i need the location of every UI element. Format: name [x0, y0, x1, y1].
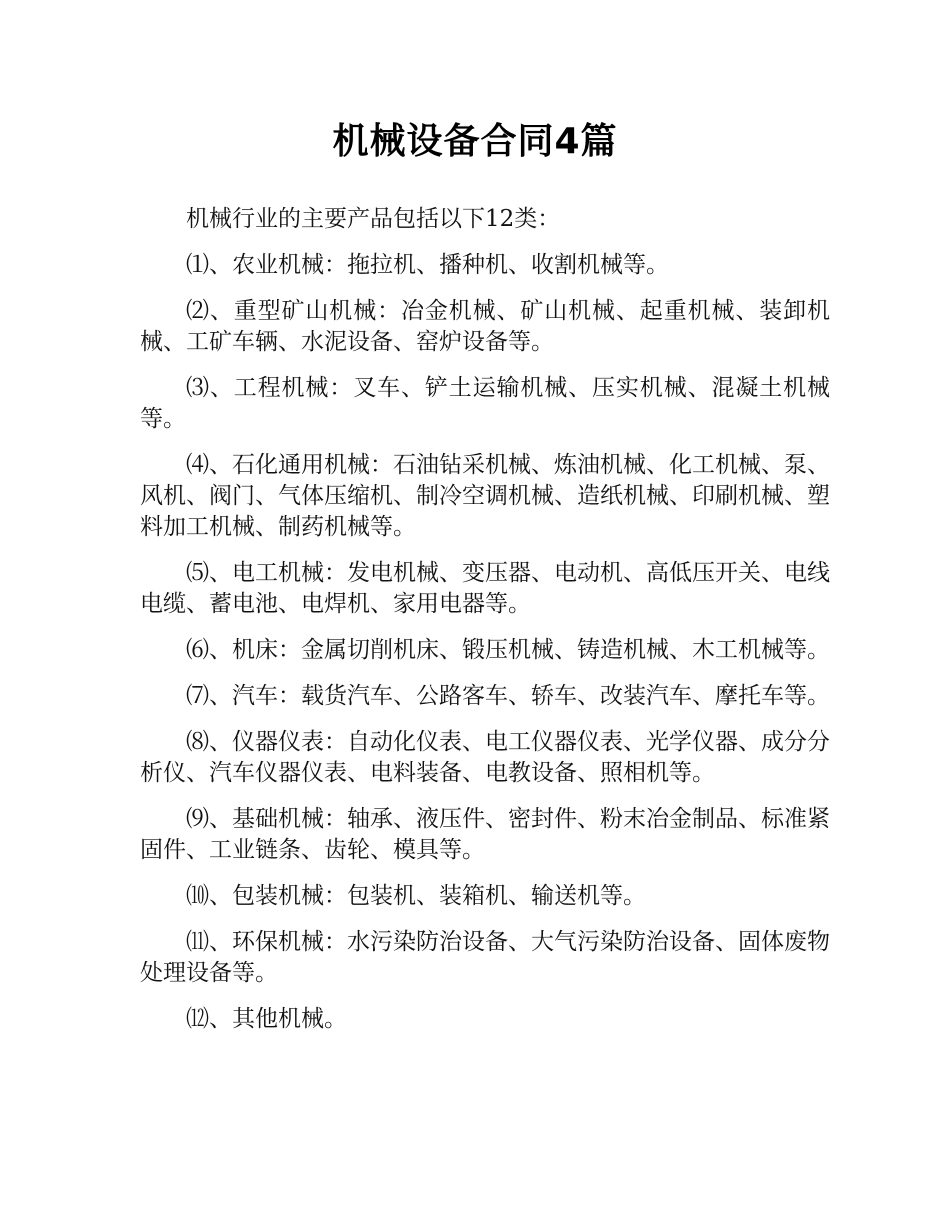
paragraph-item-9: ⑼、基础机械：轴承、液压件、密封件、粉末冶金制品、标准紧固件、工业链条、齿轮、模具等。	[140, 806, 830, 863]
paragraph-item-8: ⑻、仪器仪表：自动化仪表、电工仪器仪表、光学仪器、成分分析仪、汽车仪器仪表、电料装备、电教设备、照相机等。	[140, 729, 830, 786]
paragraph-item-1: ⑴、农业机械：拖拉机、播种机、收割机械等。	[186, 252, 669, 278]
paragraph-item-3: ⑶、工程机械：叉车、铲土运输机械、压实机械、混凝土机械等。	[140, 375, 830, 432]
paragraph-item-7: ⑺、汽车：载货汽车、公路客车、轿车、改装汽车、摩托车等。	[186, 683, 830, 709]
paragraph-item-6: ⑹、机床：金属切削机床、锻压机械、铸造机械、木工机械等。	[186, 637, 830, 663]
paragraph-item-10: ⑽、包装机械：包装机、装箱机、输送机等。	[186, 883, 646, 909]
paragraph-intro: 机械行业的主要产品包括以下12类：	[186, 206, 561, 232]
document-body	[140, 200, 830, 1050]
document-title: 机械设备合同4篇	[332, 121, 618, 162]
paragraph-item-4: ⑷、石化通用机械：石油钻采机械、炼油机械、化工机械、泵、风机、阀门、气体压缩机、制冷空调机械、造纸机械、印刷机械、塑料加工机械、制药机械等。	[140, 452, 830, 540]
paragraph-item-2: ⑵、重型矿山机械：冶金机械、矿山机械、起重机械、装卸机械、工矿车辆、水泥设备、窑炉设备等。	[140, 298, 830, 355]
paragraph-item-12: ⑿、其他机械。	[186, 1006, 347, 1032]
paragraph-item-5: ⑸、电工机械：发电机械、变压器、电动机、高低压开关、电线电缆、蓄电池、电焊机、家用电器等。	[140, 560, 830, 617]
paragraph-item-11: ⑾、环保机械：水污染防治设备、大气污染防治设备、固体废物处理设备等。	[140, 929, 830, 986]
